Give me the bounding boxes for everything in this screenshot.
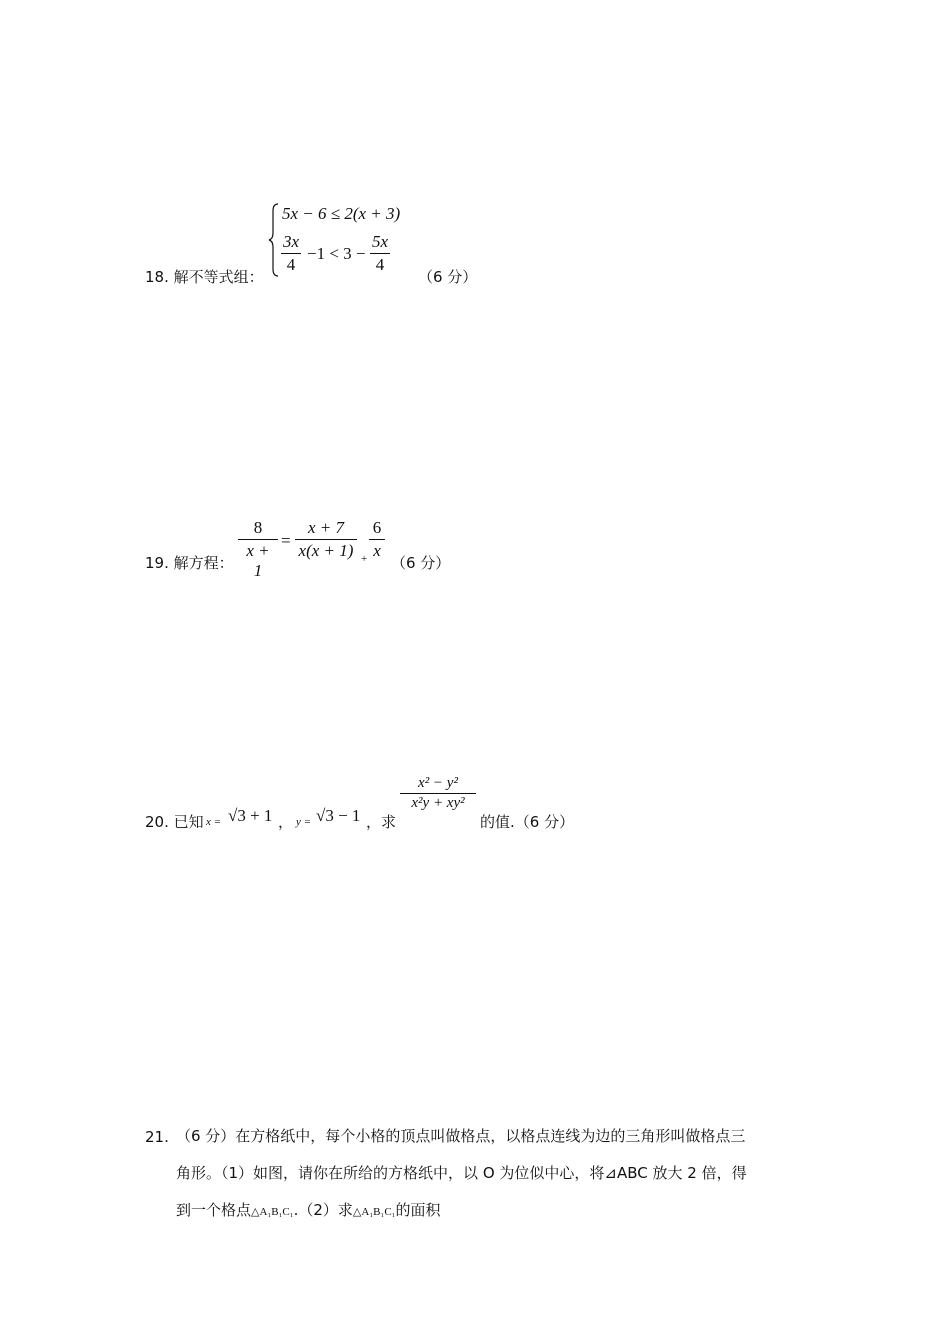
q18-label: 18. 解不等式组： [145, 268, 264, 286]
q21-line-3c: 的面积 [395, 1201, 441, 1219]
q21-triangle-1: △A₁B₁C₁ [251, 1206, 294, 1218]
q21-line-2: 角形。（1）如图，请你在所给的方格纸中，以 O 为位似中心，将⊿ABC 放大 2 倍，得 [176, 1164, 747, 1182]
q20-comma-1: ， [278, 813, 294, 831]
q19-r2-fraction: 6 x [369, 518, 385, 561]
q19-equals: = [281, 531, 291, 550]
q21-number: 21. [145, 1128, 169, 1146]
q18-middle: −1 < 3 − [307, 244, 366, 263]
q20-suffix: 的值.（6 分） [480, 813, 575, 831]
q19-score: （6 分） [391, 554, 451, 572]
q21-line-3 [176, 1192, 816, 1231]
q19-lhs-fraction: 8 x + 1 [238, 518, 278, 581]
q21-triangle-2: △A₁B₁C₁ [352, 1206, 396, 1218]
q20-y-var: y = [296, 816, 312, 828]
q18-brace [268, 203, 280, 277]
brace-icon [268, 203, 280, 277]
q20-fraction: x² − y² x²y + xy² [400, 775, 476, 812]
q18-fraction-2: 5x 4 [372, 232, 389, 274]
q19-rhs-fraction: x + 7 x(x + 1) [295, 518, 357, 561]
q19-label: 19. 解方程： [145, 554, 234, 572]
q20-x-var: x = [206, 816, 222, 828]
q18-fraction-1: 3x 4 [283, 232, 300, 274]
q20-label: 20. 已知 [145, 813, 204, 831]
q20-y-value: √3 − 1 [316, 806, 361, 825]
q21-line-3b: .（2）求 [293, 1201, 353, 1219]
q19-plus: + [361, 553, 368, 565]
q20-x-value: √3 + 1 [228, 806, 273, 825]
q20-comma-2: ，求 [366, 813, 397, 831]
q21-paragraph [176, 1118, 816, 1231]
q21-line-1: （6 分）在方格纸中，每个小格的顶点叫做格点，以格点连线为边的三角形叫做格点三 [176, 1127, 746, 1145]
q18-score: （6 分） [418, 268, 478, 286]
q21-line-3a: 到一个格点 [176, 1201, 252, 1219]
q18-inequality-1: 5x − 6 ≤ 2(x + 3) [282, 204, 401, 223]
